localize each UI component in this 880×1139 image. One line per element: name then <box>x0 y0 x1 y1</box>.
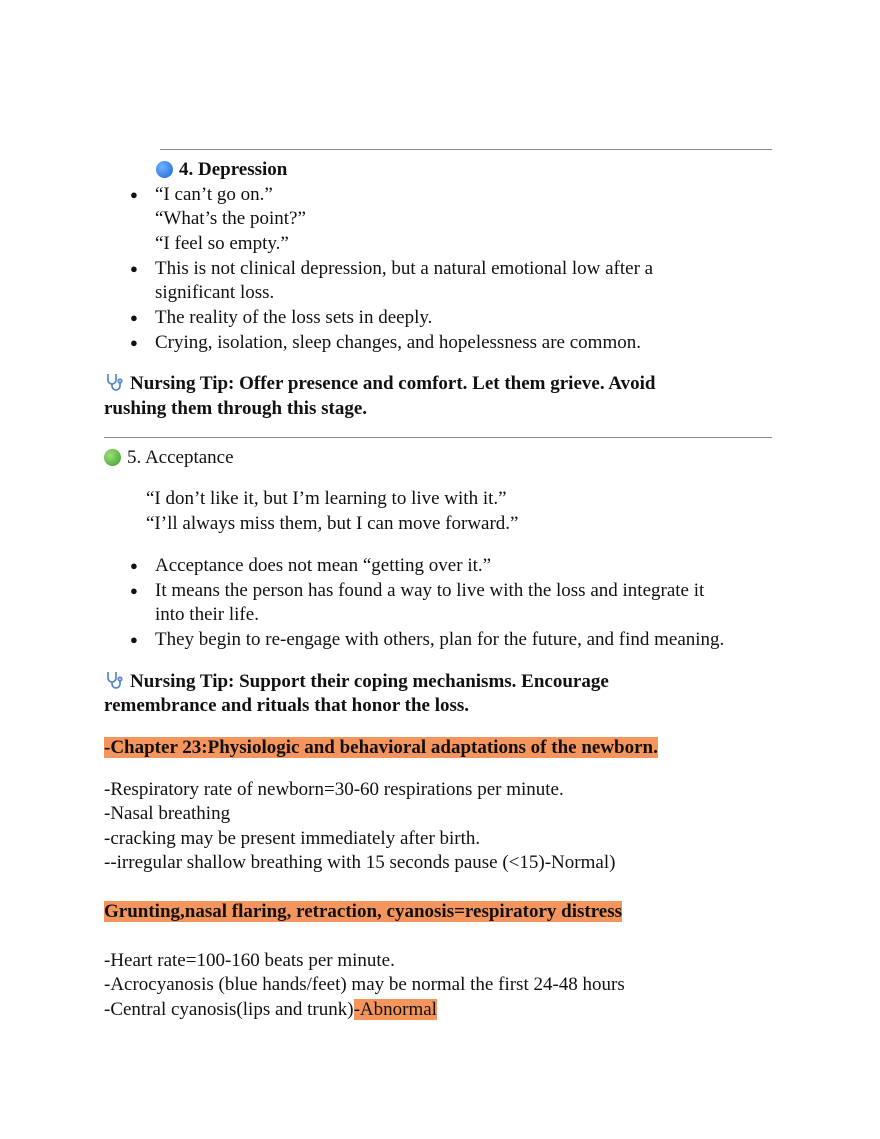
list-item: into their life. <box>155 604 259 625</box>
distress-highlight: Grunting,nasal flaring, retraction, cyanosis=respiratory distress <box>104 901 623 922</box>
nursing-tip-cont: rushing them through this stage. <box>104 398 368 419</box>
chapter-title: -Chapter 23:Physiologic and behavioral adaptations of the newborn. <box>104 737 658 758</box>
list-item: significant loss. <box>155 282 275 303</box>
list-item: The reality of the loss sets in deeply. <box>155 307 433 328</box>
list-item: They begin to re-engage with others, plan for the future, and find meaning. <box>155 629 725 650</box>
list-item: Crying, isolation, sleep changes, and hopelessness are common. <box>155 332 641 353</box>
list-item: This is not clinical depression, but a natural emotional low after a <box>155 258 654 279</box>
bullet-icon: ● <box>130 632 138 647</box>
quote-line: “I feel so empty.” <box>155 233 289 254</box>
nursing-tip: Nursing Tip: Support their coping mechanisms. Encourage <box>104 670 609 694</box>
divider-middle <box>104 437 772 438</box>
abnormal-flag: -Abnormal <box>353 999 437 1020</box>
note-line: --irregular shallow breathing with 15 seconds pause (<15)-Normal) <box>104 852 616 873</box>
note-line: -Acrocyanosis (blue hands/feet) may be normal the first 24-48 hours <box>104 974 625 995</box>
stethoscope-icon <box>104 670 124 690</box>
nursing-tip: Nursing Tip: Offer presence and comfort. Let them grieve. Avoid <box>104 372 655 396</box>
bullet-icon: ● <box>130 335 138 350</box>
quote-line: “I don’t like it, but I’m learning to live with it.” <box>146 488 507 509</box>
quote-line: “I can’t go on.” <box>155 184 273 205</box>
quote-line: “I’ll always miss them, but I can move forward.” <box>146 513 519 534</box>
note-line: -Heart rate=100-160 beats per minute. <box>104 950 395 971</box>
central-cyanosis-line: -Central cyanosis(lips and trunk)-Abnormal <box>104 999 437 1020</box>
note-line: -Nasal breathing <box>104 803 231 824</box>
bullet-icon: ● <box>130 261 138 276</box>
list-item: It means the person has found a way to live with the loss and integrate it <box>155 580 705 601</box>
green-circle-icon <box>104 449 121 466</box>
acceptance-heading: 5. Acceptance <box>104 446 234 470</box>
bullet-icon: ● <box>130 310 138 325</box>
stethoscope-icon <box>104 372 124 392</box>
list-item: Acceptance does not mean “getting over it.” <box>155 555 492 576</box>
depression-heading: 4. Depression <box>156 158 287 182</box>
bullet-icon: ● <box>130 583 138 598</box>
note-line: -Respiratory rate of newborn=30-60 respirations per minute. <box>104 779 564 800</box>
nursing-tip-cont: remembrance and rituals that honor the loss. <box>104 695 470 716</box>
bullet-icon: ● <box>130 558 138 573</box>
quote-line: “What’s the point?” <box>155 208 306 229</box>
divider-top <box>160 149 772 150</box>
blue-circle-icon <box>156 161 173 178</box>
note-line: -cracking may be present immediately after birth. <box>104 828 481 849</box>
bullet-icon: ● <box>130 187 138 202</box>
